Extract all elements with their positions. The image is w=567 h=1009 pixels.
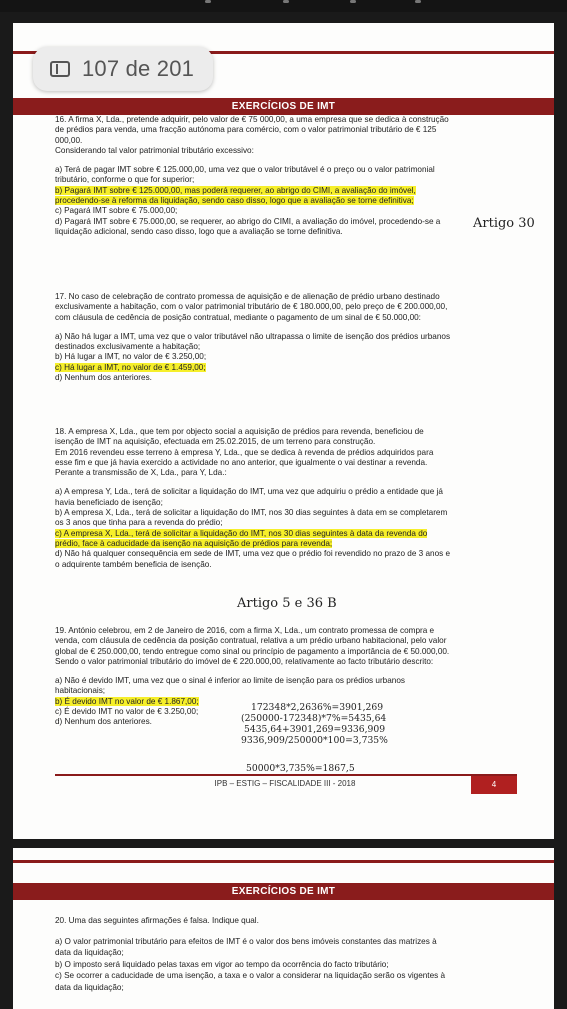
text-line: 19. António celebrou, em 2 de Janeiro de 2016, com a firma X, Lda., um contrato promessa de compra e [55,626,435,635]
calc-line: 5435,64+3901,269=9336,909 [244,724,386,735]
status-dot [283,0,289,3]
option-a: a) A empresa Y, Lda., terá de solicitar a liquidação do IMT, uma vez que adquiriu o prédio a entidade que já [55,487,443,497]
option-b-highlighted: b) Pagará IMT sobre € 125.000,00, mas poderá requerer, ao abrigo do CIMI, a avaliação do imóvel, [55,185,416,195]
option-d: liquidação adicional, sendo caso disso, logo que a avaliação se torne definitiva. [55,226,343,236]
text-line: Em 2016 revendeu esse terreno à empresa Y, Lda., que se dedica à revenda de prédios adquiridos para [55,447,434,457]
text-line: 17. No caso de celebração de contrato promessa de aquisição e de alienação de prédio urbano destinado [55,292,440,301]
page-sidebar-icon [50,61,70,77]
option-a: data da liquidação; [55,948,124,958]
option-b: b) A empresa X, Lda., terá de solicitar a liquidação do IMT, nos 30 dias seguintes à data em se completarem [55,508,448,518]
option-d: d) Nenhum dos anteriores. [55,717,152,727]
option-b-highlighted: b) É devido IMT no valor de € 1.867,00; [55,696,199,706]
option-b: os 3 anos que tinha para a revenda do prédio; [55,518,223,528]
handwritten-note: Artigo 30 [473,216,535,231]
option-d: o adquirente também beneficia de isenção. [55,559,212,569]
text-line: Perante a transmissão de X, Lda., para Y, Lda.: [55,468,227,478]
calc-line: 9336,909/250000*100=3,735% [241,735,388,746]
text-line: Considerando tal valor patrimonial tributário excessivo: [55,145,254,155]
document-page-2 [13,848,554,1009]
page-number: 4 [471,776,517,794]
document-page-1 [13,23,554,839]
text-line: global de € 250.000,00, tendo entregue como sinal ou princípio de pagamento a importância de € 50.000,00. [55,646,450,656]
status-dot [205,0,211,3]
text-line: de prédios para venda, uma fracção autónoma para comércio, com o valor patrimonial tributário de € 125 [55,125,437,135]
option-a: a) Terá de pagar IMT sobre € 125.000,00, uma vez que o valor tributável é o preço ou o valor patrimonial [55,165,435,175]
option-c: c) Se ocorrer a caducidade de uma isenção, a taxa e o valor a considerar na liquidação serão os vigentes à [55,971,446,981]
question-16 [55,115,517,237]
status-dot [415,0,421,3]
text-line: com cláusula de cedência de posição contratual, mediante o pagamento de um sinal de € 50.000,00: [55,312,421,322]
handwritten-note: Artigo 5 e 36 B [237,596,337,611]
question-18 [55,427,517,570]
text-line: 16. A firma X, Lda., pretende adquirir, pelo valor de € 75 000,00, a uma empresa que se dedica à construção [55,115,449,124]
handwritten-result: 50000*3,735%=1867,5 [246,763,355,774]
section-header: EXERCÍCIOS DE IMT [13,883,554,900]
option-b-highlighted: procedendo-se à reforma da liquidação, sendo caso disso, logo que a avaliação se torne definitiva; [55,196,414,206]
option-b: b) O imposto será liquidado pelas taxas em vigor ao tempo da ocorrência do facto tributário; [55,959,389,969]
footer-text: IPB – ESTIG – FISCALIDADE III - 2018 [214,779,356,788]
option-b: b) Há lugar a IMT, no valor de € 3.250,00; [55,352,207,362]
text-line: Sendo o valor patrimonial tributário do imóvel de € 220.000,00, relativamente ao facto tributário descrito: [55,656,434,666]
question-20 [55,915,517,994]
status-dot [350,0,356,3]
handwritten-calculation [241,702,388,746]
calc-line: 172348*2,2636%=3901,269 [251,702,384,713]
option-c-highlighted: prédio, face à caducidade da isenção na aquisição de prédios para revenda; [55,538,333,548]
text-line: 20. Uma das seguintes afirmações é falsa. Indique qual. [55,916,259,925]
option-a: a) O valor patrimonial tributário para efeitos de IMT é o valor dos bens imóveis constantes das matrizes à [55,936,437,946]
option-c-highlighted: c) Há lugar a IMT, no valor de € 1.459,00; [55,362,206,372]
option-c: data da liquidação; [55,982,124,992]
text-line: venda, com cláusula de cedência da posição contratual, relativa a um prédio urbano habitacional, pelo valor [55,636,447,646]
option-a: havia beneficiado de isenção; [55,497,163,507]
text-line: 18. A empresa X, Lda., que tem por objecto social a aquisição de prédios para revenda, beneficiou de [55,427,424,436]
option-d: d) Nenhum dos anteriores. [55,373,152,383]
option-d: d) Não há qualquer consequência em sede de IMT, uma vez que o prédio foi revendido no prazo de 3 anos e [55,549,451,559]
option-c: c) É devido IMT no valor de € 3.250,00; [55,707,199,717]
page-counter-text: 107 de 201 [82,56,195,81]
footer-rule [55,774,517,776]
option-a: destinados exclusivamente a habitação; [55,342,201,352]
header-rule [13,860,554,863]
option-a: habitacionais; [55,686,106,696]
option-c: c) Pagará IMT sobre € 75.000,00; [55,206,178,216]
text-line: isenção de IMT na aquisição, efectuada em 25.02.2015, de um terreno para construção. [55,437,376,447]
section-header: EXERCÍCIOS DE IMT [13,98,554,115]
option-a: a) Não é devido IMT, uma vez que o sinal é inferior ao limite de isenção para os prédios urbanos [55,676,405,686]
option-a: tributário, conforme o que for superior; [55,175,195,185]
option-c-highlighted: c) A empresa X, Lda., terá de solicitar a liquidação do IMT, nos 30 dias seguintes à data da revenda do [55,528,428,538]
question-17 [55,292,517,383]
option-d: d) Pagará IMT sobre € 75.000,00, se requerer, ao abrigo do CIMI, a avaliação do imóvel, procedendo-se a [55,216,441,226]
calc-line: (250000-172348)*7%=5435,64 [241,713,387,724]
text-line: exclusivamente a habitação, com o valor patrimonial tributário de € 180.000,00, pelo preço de € 200.000,00, [55,302,448,312]
text-line: 000,00. [55,135,83,145]
text-line: esse fim e que já havia exercido a actividade no ano anterior, que igualmente o vai destinar a revenda. [55,457,428,467]
status-strip [0,0,567,12]
option-a: a) Não há lugar a IMT, uma vez que o valor tributável não ultrapassa o limite de isenção dos prédios urbanos [55,331,451,341]
page-counter-badge[interactable] [33,47,213,91]
